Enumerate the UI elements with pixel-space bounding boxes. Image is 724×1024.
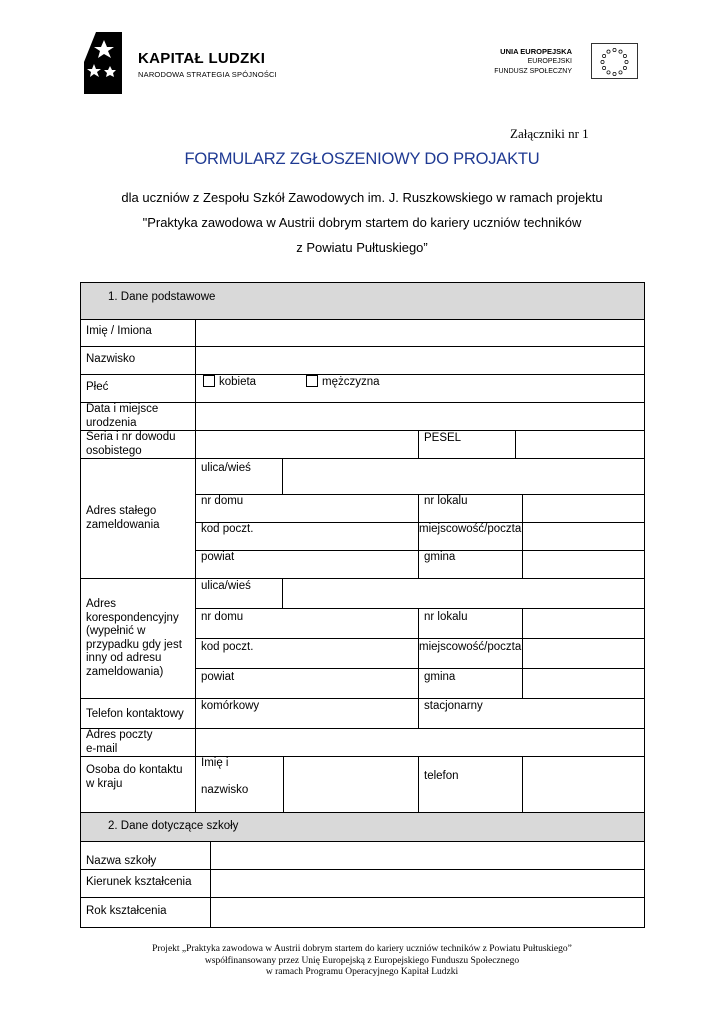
corr-city-label: miejscowość/poczta [419, 641, 522, 653]
contact-person-line1: Osoba do kontaktu [86, 764, 183, 776]
perm-county-label: powiat [201, 551, 235, 563]
perm-address-line2: zameldowania [86, 518, 160, 531]
id-label-line1: Seria i nr dowodu [86, 431, 176, 443]
eu-logo [486, 38, 641, 86]
perm-city-label: miejscowość/poczta [419, 523, 522, 535]
pesel-label: PESEL [424, 432, 462, 444]
subtitle-line-1: dla uczniów z Zespołu Szkół Zawodowych im. J. Ruszkowskiego w ramach projektu [121, 190, 603, 205]
corr-postal-label: kod poczt. [201, 641, 254, 653]
email-label-line2: e-mail [86, 742, 118, 755]
subtitle-line-3: z Powiatu Pułtuskiego” [296, 240, 428, 255]
last-name-label: Nazwisko [86, 353, 136, 365]
contact-person-line2: w kraju [86, 777, 123, 790]
eu-text-line1: UNIA EUROPEJSKA [500, 47, 572, 56]
footer [0, 944, 724, 979]
corr-commune-label: gmina [424, 671, 456, 683]
gender-male-label: mężczyzna [322, 376, 380, 388]
subtitle-line-2: "Praktyka zawodowa w Austrii dobrym startem do kariery uczniów techników [142, 215, 582, 230]
corr-address-line5: inny od adresu [86, 652, 162, 664]
contact-name-label-line2: nazwisko [201, 784, 249, 796]
footer-line-3: w ramach Programu Operacyjnego Kapitał Ludzki [265, 967, 459, 977]
checkbox-male[interactable] [306, 375, 318, 387]
school-name-label: Nazwa szkoły [86, 855, 157, 867]
eu-text-line3: FUNDUSZ SPOŁECZNY [494, 68, 572, 75]
checkbox-female[interactable] [203, 375, 215, 387]
gender-label: Płeć [86, 381, 109, 393]
corr-address-line4: przypadku gdy jest [86, 638, 182, 651]
first-name-label: Imię / Imiona [86, 325, 152, 337]
id-label-line2: osobistego [86, 444, 142, 457]
birth-label-line1: Data i miejsce [86, 403, 159, 415]
corr-house-label: nr domu [201, 611, 244, 623]
perm-flat-label: nr lokalu [424, 495, 468, 507]
birth-label [86, 403, 158, 430]
logo-title: KAPITAŁ LUDZKI [138, 50, 266, 67]
gender-male-option[interactable] [306, 375, 380, 390]
contact-name-label-line1: Imię i [201, 757, 229, 769]
gender-female-label: kobieta [219, 376, 257, 388]
perm-commune-label: gmina [424, 551, 456, 563]
footer-line-2: współfinansowany przez Unię Europejską z Europejskiego Funduszu Społecznego [204, 955, 520, 966]
footer-line-1: Projekt „Praktyka zawodowa w Austrii dobrym startem do kariery uczniów techników z Powiatu Pułtuskiego” [152, 944, 572, 954]
corr-flat-label: nr lokalu [424, 611, 468, 623]
eu-text-line2: EUROPEJSKI [527, 58, 572, 65]
field-of-study-label: Kierunek kształcenia [86, 876, 192, 888]
section1-heading: 1. Dane podstawowe [108, 291, 216, 303]
phone-label: Telefon kontaktowy [86, 708, 184, 720]
birth-label-line2: urodzenia [86, 416, 137, 429]
contact-phone-label: telefon [424, 770, 459, 782]
perm-street-label: ulica/wieś [201, 462, 251, 474]
perm-postal-label: kod poczt. [201, 523, 254, 535]
eu-flag-icon [591, 43, 638, 79]
perm-address-line1: Adres stałego [86, 505, 157, 517]
contact-person-label [86, 764, 183, 791]
corr-address-label [86, 598, 182, 679]
corr-county-label: powiat [201, 671, 235, 683]
first-name-field[interactable] [196, 320, 643, 345]
corr-address-line2: korespondencyjny [86, 611, 179, 624]
id-label [86, 431, 176, 458]
gender-female-option[interactable] [203, 375, 256, 390]
kapital-ludzki-logo [84, 32, 284, 94]
landline-label: stacjonarny [424, 700, 483, 712]
perm-house-label: nr domu [201, 495, 244, 507]
corr-address-line3: (wypełnić w [86, 625, 146, 637]
corr-address-line1: Adres [86, 598, 117, 610]
perm-address-label [86, 505, 160, 532]
mobile-label: komórkowy [201, 700, 260, 712]
kapital-ludzki-mark-icon [84, 32, 124, 94]
email-label [86, 729, 152, 756]
corr-street-label: ulica/wieś [201, 580, 251, 592]
section2-heading: 2. Dane dotyczące szkoły [108, 820, 239, 832]
logo-subtitle: NARODOWA STRATEGIA SPÓJNOŚCI [138, 70, 277, 79]
annex-label: Załączniki nr 1 [510, 126, 589, 141]
email-label-line1: Adres poczty [86, 729, 153, 741]
form-title: FORMULARZ ZGŁOSZENIOWY DO PROJAKTU [184, 150, 540, 168]
last-name-field[interactable] [196, 347, 643, 373]
year-of-study-label: Rok kształcenia [86, 905, 167, 917]
corr-address-line6: zameldowania) [86, 665, 164, 678]
